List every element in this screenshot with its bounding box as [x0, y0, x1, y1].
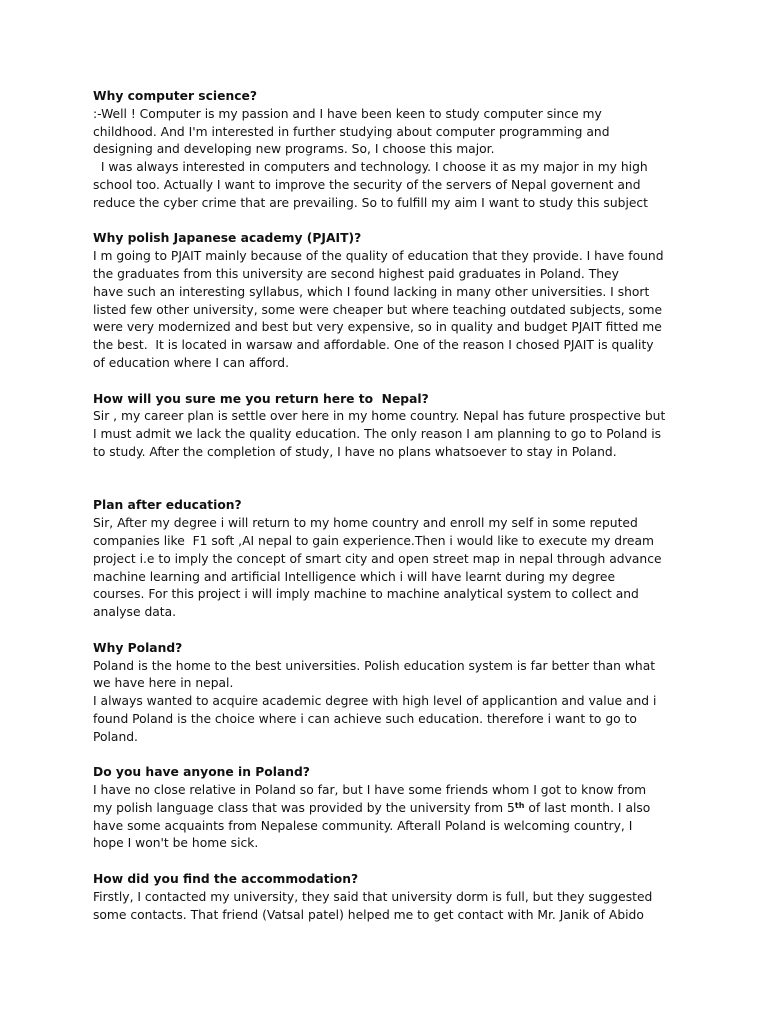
answer-line: courses. For this project i will imply machine to machine analytical system to collect and — [93, 587, 639, 602]
answer-line: Firstly, I contacted my university, they said that university dorm is full, but they suggested — [93, 889, 653, 904]
answer-text: my polish language class that was provided by the university from 5 — [93, 800, 515, 815]
qa-section-plan-after-education — [93, 497, 693, 622]
question-heading: Why Poland? — [93, 640, 183, 655]
qa-section-why-poland — [93, 640, 693, 747]
question-heading: How did you find the accommodation? — [93, 872, 359, 887]
qa-section-computer-science — [93, 88, 693, 213]
answer-line: childhood. And I'm interested in further studying about computer programming and — [93, 124, 610, 139]
answer-line: I was always interested in computers and technology. I choose it as my major in my high — [93, 160, 648, 175]
answer-line: have some acquaints from Nepalese community. Afterall Poland is welcoming country, I — [93, 818, 633, 833]
answer-line: Poland. — [93, 729, 138, 744]
answer-line: hope I won't be home sick. — [93, 836, 259, 851]
answer-line: school too. Actually I want to improve the security of the servers of Nepal governent and — [93, 177, 641, 192]
answer-line: machine learning and artificial Intelligence which i will have learnt during my degree — [93, 569, 616, 584]
question-heading: Why polish Japanese academy (PJAIT)? — [93, 231, 362, 246]
answer-line: I always wanted to acquire academic degree with high level of applicantion and value and i — [93, 694, 657, 709]
answer-line: were very modernized and best but very expensive, so in quality and budget PJAIT fitted me — [93, 320, 662, 335]
answer-line: I have no close relative in Poland so far, but I have some friends whom I got to know from — [93, 783, 647, 798]
answer-line: the graduates from this university are second highest paid graduates in Poland. They — [93, 266, 619, 281]
answer-line: of education where I can afford. — [93, 355, 289, 370]
answer-line: :-Well ! Computer is my passion and I have been keen to study computer since my — [93, 106, 602, 121]
answer-line: project i.e to imply the concept of smart city and open street map in nepal through advance — [93, 551, 662, 566]
answer-line: found Poland is the choice where i can achieve such education. therefore i want to go to — [93, 711, 637, 726]
answer-line: the best. It is located in warsaw and affordable. One of the reason I chosed PJAIT is quality — [93, 338, 654, 353]
answer-line: to study. After the completion of study, I have no plans whatsoever to stay in Poland. — [93, 444, 617, 459]
question-heading: Do you have anyone in Poland? — [93, 765, 310, 780]
answer-line: designing and developing new programs. So, I choose this major. — [93, 142, 495, 157]
qa-section-accommodation — [93, 871, 693, 924]
answer-line: analyse data. — [93, 605, 177, 620]
question-heading: Why computer science? — [93, 89, 257, 103]
answer-line: I m going to PJAIT mainly because of the quality of education that they provide. I have found — [93, 249, 664, 264]
answer-line: Sir , my career plan is settle over here in my home country. Nepal has future prospective but — [93, 409, 666, 424]
answer-line: some contacts. That friend (Vatsal patel) helped me to get contact with Mr. Janik of Abido — [93, 907, 644, 922]
ordinal-superscript: th — [514, 800, 525, 810]
answer-line: companies like F1 soft ,AI nepal to gain experience.Then i would like to execute my dream — [93, 533, 654, 548]
answer-line: have such an interesting syllabus, which I found lacking in many other universities. I short — [93, 284, 650, 299]
answer-line: I must admit we lack the quality education. The only reason I am planning to go to Poland is — [93, 427, 662, 442]
qa-section-return-nepal — [93, 391, 693, 462]
answer-line: reduce the cyber crime that are prevailing. So to fulfill my aim I want to study this subject — [93, 195, 649, 210]
qa-section-anyone-in-poland — [93, 764, 693, 853]
answer-line: listed few other university, some were cheaper but where teaching outdated subjects, some — [93, 302, 663, 317]
blank-line — [93, 480, 693, 498]
document-body — [93, 88, 693, 942]
question-heading: Plan after education? — [93, 498, 242, 513]
answer-line: Poland is the home to the best universities. Polish education system is far better than what — [93, 658, 656, 673]
question-heading: How will you sure me you return here to Nepal? — [93, 391, 429, 406]
answer-line-with-superscript — [93, 800, 693, 818]
answer-line: we have here in nepal. — [93, 676, 234, 691]
answer-text: of last month. I also — [524, 800, 651, 815]
qa-section-pjait — [93, 230, 693, 372]
answer-line: Sir, After my degree i will return to my home country and enroll my self in some reputed — [93, 516, 638, 531]
